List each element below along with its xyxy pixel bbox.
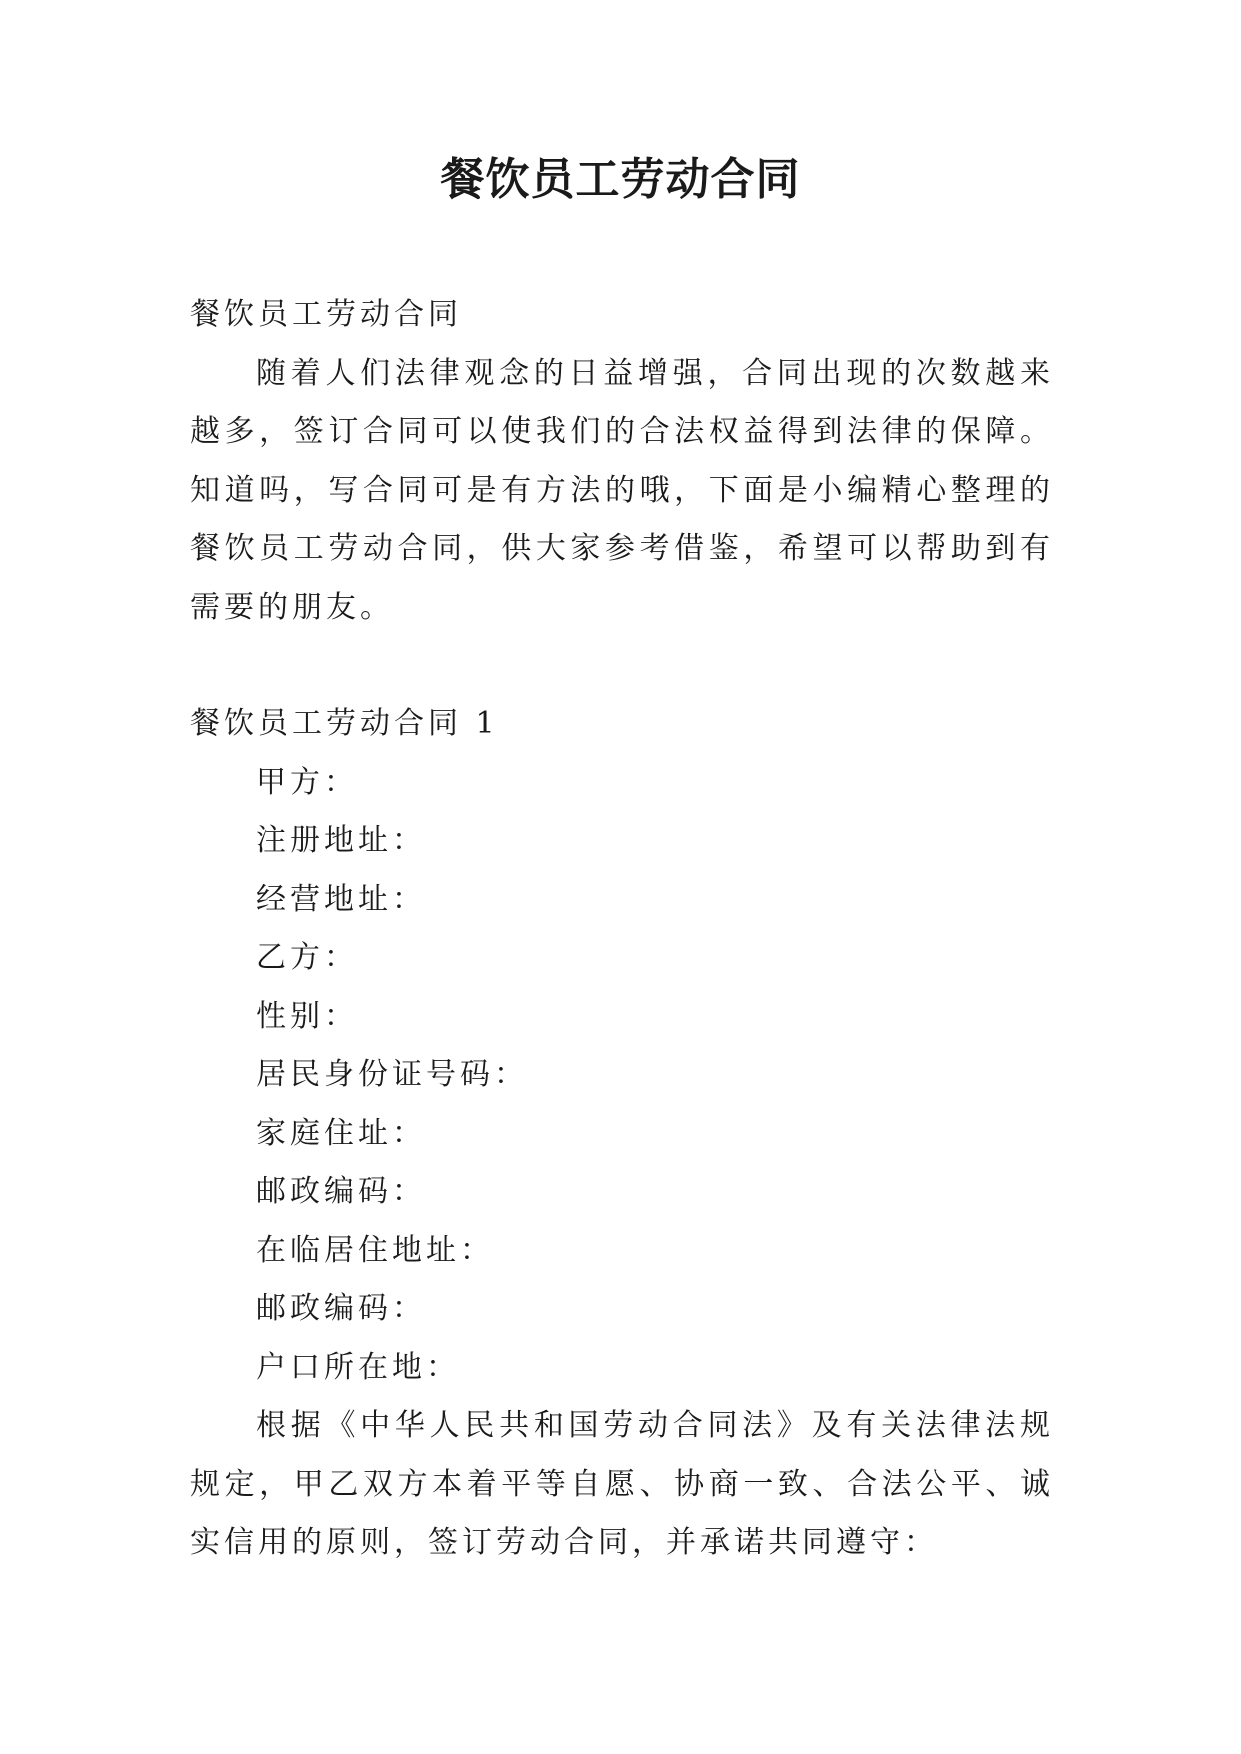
section-heading: 餐饮员工劳动合同 1	[190, 706, 499, 741]
field-id-number: 居民身份证号码：	[256, 1057, 528, 1092]
field-postal-code: 邮政编码：	[256, 1174, 426, 1209]
intro-paragraph: 随着人们法律观念的日益增强，合同出现的次数越来越多，签订合同可以使我们的合法权益得到法律的保障。知道吗，写合同可是有方法的哦，下面是小编精心整理的餐饮员工劳动合同，供大家参考借鉴，希望可以帮助到有需要的朋友。	[190, 355, 1054, 625]
field-postal-code-2: 邮政编码：	[256, 1291, 426, 1326]
field-home-address: 家庭住址：	[256, 1115, 426, 1151]
field-business-address: 经营地址：	[256, 881, 426, 917]
field-party-b: 乙方：	[256, 940, 358, 975]
field-household-registration: 户口所在地：	[256, 1349, 460, 1385]
document-subtitle: 餐饮员工劳动合同	[190, 297, 462, 332]
field-registered-address: 注册地址：	[256, 823, 426, 858]
field-temporary-address: 在临居住地址：	[256, 1232, 494, 1268]
paragraph-gap	[190, 637, 1054, 695]
document-body	[190, 286, 1054, 1573]
closing-paragraph: 根据《中华人民共和国劳动合同法》及有关法律法规规定，甲乙双方本着平等自愿、协商一致、合法公平、诚实信用的原则，签订劳动合同，并承诺共同遵守：	[190, 1408, 1054, 1560]
field-gender: 性别：	[256, 998, 358, 1034]
field-party-a: 甲方：	[256, 764, 358, 800]
page-title: 餐饮员工劳动合同	[440, 154, 801, 205]
